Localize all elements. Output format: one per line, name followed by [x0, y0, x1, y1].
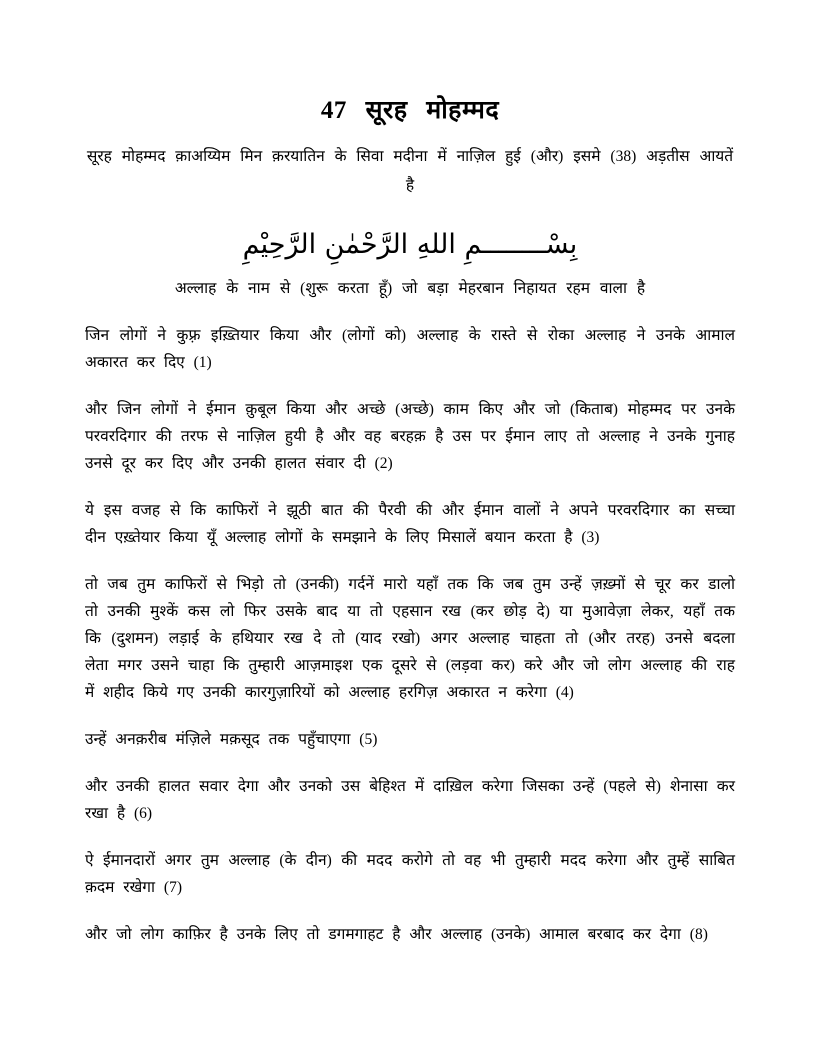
verse-paragraph: तो जब तुम काफिरों से भिड़ो तो (उनकी) गर्दनें मारो यहाँ तक कि जब तुम उन्हें ज़ख़्मों से चूर कर डालो तो उनकी मुश्कें कस लो फिर उसके बाद या तो एहसान रख (कर छोड़ दे) या मुआवेज़ा लेकर, यहाँ तक कि (दुशमन) लड़ाई के हथियार रख दे तो (याद रखो) अगर अल्लाह चाहता तो (और तरह) उनसे बदला लेता मगर उसने चाहा कि तुम्हारी आज़माइश एक दूसरे से (लड़वा कर) करे और जो लोग अल्लाह की राह में शहीद किये गए उनकी कारगुज़ारियों को अल्लाह हरगिज़ अकारत न करेगा (4) — [85, 576, 735, 701]
verse-paragraph: ऐ ईमानदारों अगर तुम अल्लाह (के दीन) की मदद करोगे तो वह भी तुम्हारी मदद करेगा और तुम्हें साबित क़दम रखेगा (7) — [85, 852, 735, 896]
bismillah-calligraphy: بِسْــــــــمِ اللهِ الرَّحْمٰنِ الرَّحِيْمِ — [242, 229, 578, 260]
verses-section — [85, 322, 735, 948]
verse-paragraph: उन्हें अनक़रीब मंज़िले मक़सूद तक पहुँचाएगा (5) — [85, 731, 378, 748]
surah-subtitle: सूरह मोहम्मद क़ाअय्यिम मिन क़रयातिन के सिवा मदीना में नाज़िल हुई (और) इसमे (38) अड़तीस आयतें है — [86, 148, 734, 194]
surah-title: 47 सूरह मोहम्मद — [320, 97, 500, 124]
verse-paragraph: और जिन लोगों ने ईमान क़ुबूल किया और अच्छे (अच्छे) काम किए और जो (किताब) मोहम्मद पर उनके परवरदिगार की तरफ से नाज़िल हुयी है और वह बरहक़ है उस पर ईमान लाए तो अल्लाह ने उनके गुनाह उनसे दूर कर दिए और उनकी हालत संवार दी (2) — [85, 401, 735, 472]
verse-paragraph: और उनकी हालत सवार देगा और उनको उस बेहिश्त में दाख़िल करेगा जिसका उन्हें (पहले से) शेनासा कर रखा है (6) — [85, 778, 735, 822]
bismillah-translation: अल्लाह के नाम से (शुरू करता हूँ) जो बड़ा मेहरबान निहायत रहम वाला है — [174, 280, 646, 297]
verse-paragraph: और जो लोग काफ़िर है उनके लिए तो डगमगाहट है और अल्लाह (उनके) आमाल बरबाद कर देगा (8) — [85, 926, 708, 943]
verse-paragraph: जिन लोगों ने कुफ़्र इख़्तियार किया और (लोगों को) अल्लाह के रास्ते से रोका अल्लाह ने उनके आमाल अकारत कर दिए (1) — [85, 327, 735, 371]
verse-paragraph: ये इस वजह से कि काफिरों ने झूठी बात की पैरवी की और ईमान वालों ने अपने परवरदिगार का सच्चा दीन एख़्तेयार किया यूँ अल्लाह लोगों के समझाने के लिए मिसालें बयान करता है (3) — [85, 502, 735, 546]
